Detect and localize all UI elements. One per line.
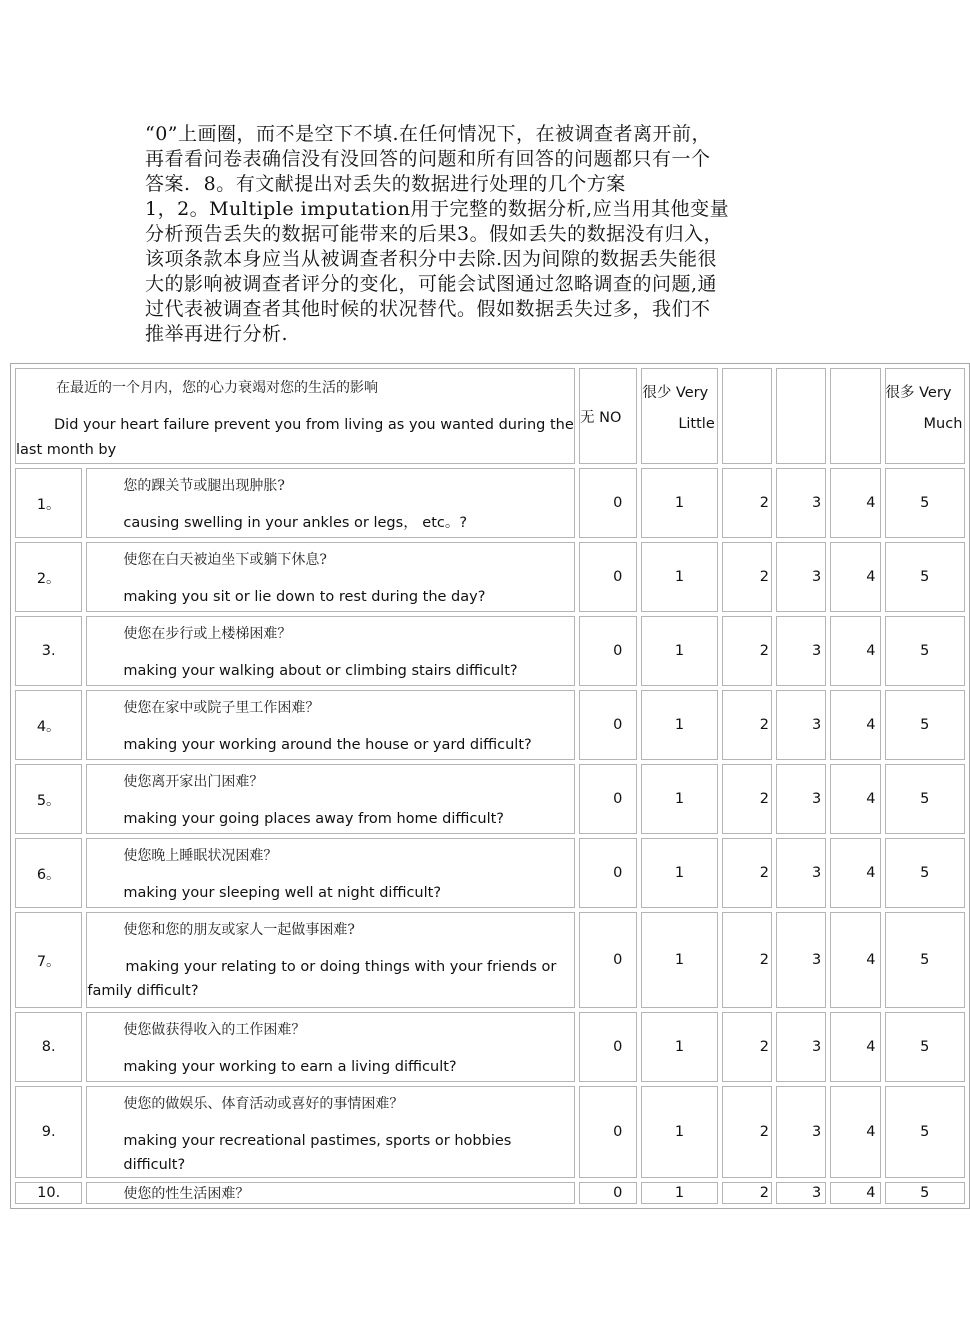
question-en: causing swelling in your ankles or legs， etc。? [123,515,468,531]
header-question-cell [15,368,575,464]
question-cn: 使您离开家出门困难？ [123,774,264,790]
question-text-cell [86,468,575,538]
score-option-3[interactable]: 3 [776,690,826,760]
score-option-3[interactable]: 3 [776,1182,826,1204]
score-option-5[interactable]: 5 [885,1086,965,1178]
header-col-4 [830,368,880,464]
question-text-cell [86,764,575,834]
score-option-3[interactable]: 3 [776,616,826,686]
question-row [15,764,965,834]
question-number: 9. [15,1086,82,1178]
score-option-2[interactable]: 2 [722,616,772,686]
question-row [15,542,965,612]
question-number: 4。 [15,690,82,760]
score-option-5[interactable]: 5 [885,912,965,1008]
questionnaire-table [10,363,970,1209]
question-cn: 使您晚上睡眠状况困难？ [123,848,278,864]
score-option-0[interactable]: 0 [579,690,637,760]
question-row [15,616,965,686]
score-option-0[interactable]: 0 [579,1086,637,1178]
question-text-cell [86,690,575,760]
header-col-no: 无 NO [579,368,637,464]
question-number: 1。 [15,468,82,538]
question-number: 7。 [15,912,82,1008]
score-option-5[interactable]: 5 [885,1012,965,1082]
question-text-cell [86,1012,575,1082]
header-col-2 [722,368,772,464]
score-option-3[interactable]: 3 [776,838,826,908]
question-text-cell [86,912,575,1008]
header-col-very-little [641,368,717,464]
score-option-4[interactable]: 4 [830,764,880,834]
score-option-0[interactable]: 0 [579,542,637,612]
score-option-4[interactable]: 4 [830,616,880,686]
score-option-2[interactable]: 2 [722,838,772,908]
score-option-0[interactable]: 0 [579,912,637,1008]
question-cn: 您的踝关节或腿出现肿胀? [123,478,285,494]
score-option-3[interactable]: 3 [776,1012,826,1082]
question-en: making your sleeping well at night difficult? [123,885,442,901]
score-option-3[interactable]: 3 [776,468,826,538]
score-option-0[interactable]: 0 [579,764,637,834]
score-option-1[interactable]: 1 [641,1182,717,1204]
header-question-cn: 在最近的一个月内，您的心力衰竭对您的生活的影响 [56,380,378,396]
question-en: making your walking about or climbing stairs difficult? [123,663,518,679]
score-option-4[interactable]: 4 [830,1086,880,1178]
question-cn: 使您在步行或上楼梯困难？ [123,626,292,642]
question-en: making you sit or lie down to rest during the day? [123,589,486,605]
question-row [15,1086,965,1178]
question-en: making your working to earn a living difficult? [123,1059,457,1075]
score-option-0[interactable]: 0 [579,1182,637,1204]
score-option-5[interactable]: 5 [885,468,965,538]
score-option-0[interactable]: 0 [579,616,637,686]
score-option-5[interactable]: 5 [885,1182,965,1204]
question-text-cell [86,838,575,908]
score-option-5[interactable]: 5 [885,838,965,908]
question-row [15,1182,965,1204]
score-option-2[interactable]: 2 [722,764,772,834]
score-option-0[interactable]: 0 [579,468,637,538]
question-en: making your relating to or doing things with your friends or family difficult? [87,959,557,999]
score-option-5[interactable]: 5 [885,764,965,834]
score-option-4[interactable]: 4 [830,1182,880,1204]
score-option-3[interactable]: 3 [776,1086,826,1178]
question-cn: 使您和您的朋友或家人一起做事困难? [123,922,355,938]
score-option-2[interactable]: 2 [722,690,772,760]
question-number: 2。 [15,542,82,612]
question-text-cell [86,1182,575,1204]
header-very-little-cn: 很少 Very [642,385,709,401]
score-option-1[interactable]: 1 [641,764,717,834]
score-option-4[interactable]: 4 [830,690,880,760]
header-col-3 [776,368,826,464]
score-option-4[interactable]: 4 [830,1012,880,1082]
score-option-5[interactable]: 5 [885,616,965,686]
score-option-0[interactable]: 0 [579,1012,637,1082]
header-question-en: Did your heart failure prevent you from living as you wanted during the last month by [16,417,574,458]
score-option-1[interactable]: 1 [641,542,717,612]
question-number: 10. [15,1182,82,1204]
score-option-2[interactable]: 2 [722,542,772,612]
question-en: making your working around the house or yard difficult? [123,737,532,753]
header-very-much-en: Much [923,416,963,432]
header-very-little-en: Little [678,416,715,432]
score-option-5[interactable]: 5 [885,690,965,760]
score-option-3[interactable]: 3 [776,764,826,834]
question-row [15,690,965,760]
question-row [15,468,965,538]
score-option-2[interactable]: 2 [722,468,772,538]
score-option-1[interactable]: 1 [641,838,717,908]
question-number: 6。 [15,838,82,908]
question-cn: 使您做获得收入的工作困难？ [123,1022,306,1038]
score-option-1[interactable]: 1 [641,1012,717,1082]
score-option-1[interactable]: 1 [641,690,717,760]
score-option-3[interactable]: 3 [776,912,826,1008]
question-cn: 使您的做娱乐、体育活动或喜好的事情困难？ [123,1096,404,1112]
score-option-2[interactable]: 2 [722,1012,772,1082]
score-option-5[interactable]: 5 [885,542,965,612]
score-option-4[interactable]: 4 [830,838,880,908]
score-option-3[interactable]: 3 [776,542,826,612]
question-row [15,912,965,1008]
question-cn: 使您在白天被迫坐下或躺下休息? [123,552,327,568]
question-en: making your going places away from home difficult? [123,811,505,827]
question-cn: 使您的性生活困难？ [123,1186,250,1202]
header-very-much-cn: 很多 Very [885,385,952,401]
question-number: 3. [15,616,82,686]
score-option-2[interactable]: 2 [722,912,772,1008]
score-option-4[interactable]: 4 [830,468,880,538]
score-option-0[interactable]: 0 [579,838,637,908]
question-text-cell [86,542,575,612]
score-option-2[interactable]: 2 [722,1182,772,1204]
header-row [15,368,965,464]
question-row [15,838,965,908]
score-option-1[interactable]: 1 [641,616,717,686]
question-text-cell [86,616,575,686]
intro-paragraph: “0”上画圈，而不是空下不填.在任何情况下，在被调查者离开前， 再看看问卷表确信没有没回答的问题和所有回答的问题都只有一个 答案. 8。有文献提出对丢失的数据进行处理的几个方案 1，2。Multiple imputation用于完整的数据分析,应当用其他变量 分析预告丢失的数据可能带来的后果3。假如丢失的数据没有归入， 该项条款本身应当从被调查者积分中去除.因为间隙的数据丢失能很 大的影响被调查者评分的变化，可能会试图通过忽略调查的问题,通 过代表被调查者其他时候的状况替代。假如数据丢失过多，我们不 推举再进行分析. [145,123,730,345]
score-option-1[interactable]: 1 [641,468,717,538]
header-col-very-much [885,368,965,464]
score-option-4[interactable]: 4 [830,542,880,612]
score-option-1[interactable]: 1 [641,912,717,1008]
score-option-4[interactable]: 4 [830,912,880,1008]
question-number: 8. [15,1012,82,1082]
score-option-1[interactable]: 1 [641,1086,717,1178]
question-cn: 使您在家中或院子里工作困难？ [123,700,320,716]
question-row [15,1012,965,1082]
score-option-2[interactable]: 2 [722,1086,772,1178]
question-number: 5。 [15,764,82,834]
question-text-cell [86,1086,575,1178]
question-en: making your recreational pastimes, sports or hobbies difficult? [123,1133,512,1173]
